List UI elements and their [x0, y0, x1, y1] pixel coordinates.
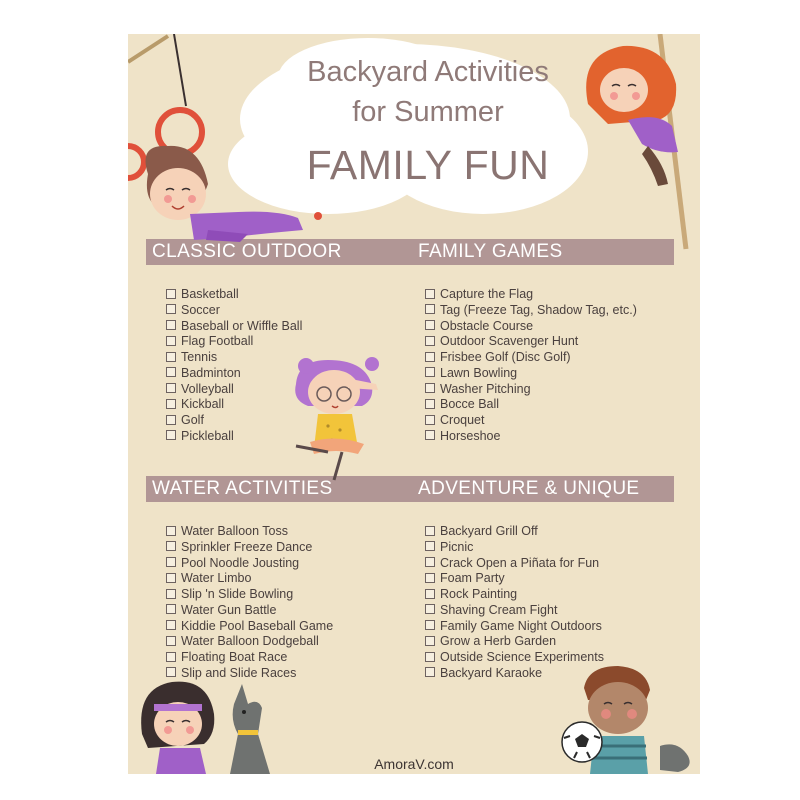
list-item-label: Slip 'n Slide Bowling: [181, 587, 294, 601]
list-item-label: Croquet: [440, 413, 485, 427]
list-item-label: Bocce Ball: [440, 397, 500, 412]
list-item[interactable]: [425, 397, 637, 413]
list-item[interactable]: [166, 382, 302, 398]
checkbox[interactable]: [166, 652, 176, 662]
section-heading-classic-outdoor: CLASSIC OUTDOOR: [152, 241, 342, 262]
list-item[interactable]: [166, 303, 302, 319]
list-item-label: Frisbee Golf (Disc Golf): [440, 350, 571, 364]
list-item-label: Backyard Karaoke: [440, 665, 543, 680]
checkbox[interactable]: [166, 541, 176, 551]
list-item-label: Pool Noodle Jousting: [181, 555, 300, 570]
girl-on-rings-illustration: [128, 34, 328, 244]
checkbox[interactable]: [166, 573, 176, 583]
list-item-label: Lawn Bowling: [440, 365, 518, 380]
checkbox[interactable]: [425, 289, 435, 299]
checkbox[interactable]: [166, 430, 176, 440]
checkbox[interactable]: [425, 430, 435, 440]
page-title: FAMILY FUN: [306, 142, 550, 188]
list-item[interactable]: [425, 303, 637, 319]
list-item-label: Flag Football: [181, 334, 254, 349]
list-item-label: Shaving Cream Fight: [440, 602, 558, 617]
checkbox[interactable]: [425, 336, 435, 346]
checkbox[interactable]: [425, 573, 435, 583]
checkbox[interactable]: [166, 604, 176, 614]
section-heading-water-activities: WATER ACTIVITIES: [152, 478, 333, 499]
water-activities-list: [166, 524, 333, 682]
list-item-label: Water Gun Battle: [181, 602, 277, 617]
checkbox[interactable]: [166, 352, 176, 362]
checkbox[interactable]: [425, 604, 435, 614]
list-item[interactable]: [425, 350, 637, 366]
activity-sheet: [128, 34, 700, 774]
list-item[interactable]: [166, 287, 302, 303]
checkbox[interactable]: [166, 336, 176, 346]
list-item[interactable]: [166, 397, 302, 413]
list-item-label: Badminton: [181, 365, 241, 380]
list-item-label: Water Balloon Dodgeball: [181, 634, 319, 649]
checkbox[interactable]: [425, 667, 435, 677]
list-item[interactable]: [425, 382, 637, 398]
checkbox[interactable]: [425, 557, 435, 567]
checkbox[interactable]: [166, 289, 176, 299]
list-item[interactable]: [166, 429, 302, 445]
list-item[interactable]: [425, 366, 637, 382]
list-item-label: Sprinkler Freeze Dance: [181, 539, 313, 554]
list-item-label: Family Game Night Outdoors: [440, 618, 602, 633]
list-item-label: Tennis: [181, 350, 218, 364]
checkbox[interactable]: [425, 620, 435, 630]
list-item-label: Basketball: [181, 287, 239, 301]
list-item[interactable]: [425, 319, 637, 335]
title-line-1: Backyard Activities: [307, 56, 549, 88]
list-item-label: Horseshoe: [440, 428, 501, 443]
list-item-label: Picnic: [440, 539, 474, 554]
checkbox[interactable]: [166, 383, 176, 393]
list-item-label: Crack Open a Piñata for Fun: [440, 555, 600, 570]
list-item-label: Kiddie Pool Baseball Game: [181, 618, 334, 633]
list-item-label: Slip and Slide Races: [181, 665, 297, 680]
list-item[interactable]: [425, 429, 637, 445]
dancing-girl-illustration: [288, 356, 388, 481]
list-item-label: Pickleball: [181, 428, 234, 443]
checkbox[interactable]: [425, 589, 435, 599]
list-item-label: Baseball or Wiffle Ball: [181, 318, 303, 333]
adventure-unique-list: [425, 524, 604, 682]
list-item-label: Tag (Freeze Tag, Shadow Tag, etc.): [440, 302, 637, 317]
list-item-label: Backyard Grill Off: [440, 524, 538, 538]
list-item-label: Soccer: [181, 302, 220, 317]
classic-outdoor-list: [166, 287, 302, 445]
list-item[interactable]: [166, 571, 333, 587]
list-item[interactable]: [166, 524, 333, 540]
list-item[interactable]: [425, 556, 604, 572]
list-item[interactable]: [425, 287, 637, 303]
checkbox[interactable]: [166, 557, 176, 567]
list-item[interactable]: [166, 319, 302, 335]
checkbox[interactable]: [166, 367, 176, 377]
list-item-label: Floating Boat Race: [181, 650, 288, 664]
checkbox[interactable]: [166, 415, 176, 425]
checkbox[interactable]: [425, 320, 435, 330]
checkbox[interactable]: [166, 526, 176, 536]
checkbox[interactable]: [425, 352, 435, 362]
list-item-label: Obstacle Course: [440, 318, 534, 333]
checkbox[interactable]: [166, 304, 176, 314]
list-item-label: Kickball: [181, 397, 225, 412]
list-item-label: Water Limbo: [181, 571, 252, 586]
girl-climbing-rope-illustration: [568, 34, 700, 254]
list-item[interactable]: [166, 603, 333, 619]
list-item[interactable]: [166, 366, 302, 382]
list-item[interactable]: [425, 603, 604, 619]
list-item-label: Grow a Herb Garden: [440, 634, 557, 649]
list-item-label: Volleyball: [181, 381, 234, 396]
list-item[interactable]: [425, 334, 637, 350]
list-item[interactable]: [425, 524, 604, 540]
checkbox[interactable]: [425, 367, 435, 377]
list-item[interactable]: [166, 540, 333, 556]
list-item-label: Foam Party: [440, 571, 505, 586]
checkbox[interactable]: [425, 526, 435, 536]
list-item[interactable]: [425, 413, 637, 429]
checkbox[interactable]: [425, 636, 435, 646]
list-item[interactable]: [425, 540, 604, 556]
list-item-label: Outdoor Scavenger Hunt: [440, 334, 579, 349]
list-item[interactable]: [425, 634, 604, 650]
checkbox[interactable]: [425, 541, 435, 551]
checkbox[interactable]: [166, 399, 176, 409]
list-item[interactable]: [166, 650, 333, 666]
checkbox[interactable]: [425, 652, 435, 662]
checkbox[interactable]: [166, 589, 176, 599]
checkbox[interactable]: [166, 620, 176, 630]
list-item[interactable]: [166, 334, 302, 350]
list-item[interactable]: [425, 587, 604, 603]
checkbox[interactable]: [425, 399, 435, 409]
list-item[interactable]: [166, 556, 333, 572]
section-heading-family-games: FAMILY GAMES: [418, 241, 563, 262]
section-heading-adventure-unique: ADVENTURE & UNIQUE: [418, 478, 640, 499]
checkbox[interactable]: [425, 383, 435, 393]
checkbox[interactable]: [166, 320, 176, 330]
list-item-label: Washer Pitching: [440, 381, 531, 396]
list-item-label: Rock Painting: [440, 587, 518, 601]
footer-site-name: AmoraV.com: [374, 756, 454, 772]
checkbox[interactable]: [166, 636, 176, 646]
checkbox[interactable]: [425, 304, 435, 314]
title-line-2: for Summer: [352, 96, 504, 128]
list-item-label: Outside Science Experiments: [440, 650, 604, 664]
list-item-label: Capture the Flag: [440, 287, 534, 301]
checkbox[interactable]: [425, 415, 435, 425]
list-item[interactable]: [166, 350, 302, 366]
list-item[interactable]: [425, 619, 604, 635]
family-games-list: [425, 287, 637, 445]
list-item[interactable]: [166, 634, 333, 650]
list-item[interactable]: [166, 587, 333, 603]
list-item-label: Golf: [181, 413, 204, 427]
list-item[interactable]: [425, 571, 604, 587]
list-item[interactable]: [166, 619, 333, 635]
list-item[interactable]: [166, 413, 302, 429]
list-item-label: Water Balloon Toss: [181, 524, 288, 538]
